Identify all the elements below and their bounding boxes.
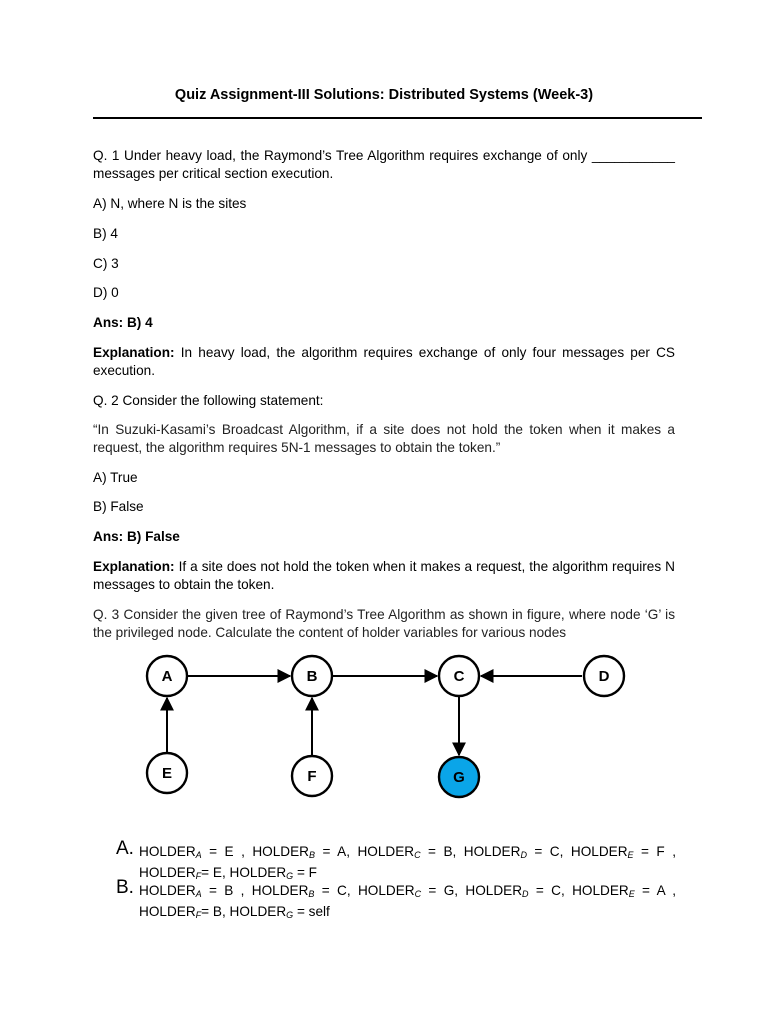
node-c-label: C	[453, 668, 465, 685]
q2-option-a: A) True	[93, 470, 138, 485]
node-a-label: A	[161, 668, 173, 685]
q1-explanation	[93, 344, 675, 380]
node-g-label: G	[453, 769, 465, 786]
node-e-label: E	[161, 765, 173, 782]
q1-explanation-text: In heavy load, the algorithm requires exchange of only four messages per CS execution.	[93, 345, 675, 378]
q3-option-b-letter: B.	[116, 877, 134, 898]
q2-explanation-label: Explanation:	[93, 559, 175, 574]
q1-answer: Ans: B) 4	[93, 315, 153, 330]
q2-explanation	[93, 558, 675, 594]
q1-option-c: C) 3	[93, 256, 119, 271]
node-d-label: D	[598, 668, 610, 685]
q3-option-b-text: $HOLDER_A = B$ , $HOLDER_B = C$, $HOLDER_C = G$, $HOLDER_D = C$, $HOLDER_E = A$ , $HOLDER_F= B$, $HOLDER_G$ = self	[139, 883, 676, 920]
q1-option-b: B) 4	[93, 226, 118, 241]
title-divider	[93, 117, 702, 119]
q1-question: Q. 1 Under heavy load, the Raymond’s Tree Algorithm requires exchange of only ___________ messages per critical section execution.	[93, 148, 675, 181]
node-f-label: F	[307, 768, 317, 785]
q3-option-a-text: $HOLDER_A = E$ , $HOLDER_B = A$, $HOLDER_C = B$, $HOLDER_D = C$, $HOLDER_E = F$ , $HOLDER_F= E$, $HOLDER_G = F$	[139, 844, 676, 881]
q1-explanation-label: Explanation:	[93, 345, 175, 360]
q2-option-b: B) False	[93, 499, 144, 514]
page-title: Quiz Assignment-III Solutions: Distributed Systems (Week-3)	[174, 87, 594, 103]
q3-option-a-letter: A.	[116, 838, 134, 859]
q1-option-a: A) N, where N is the sites	[93, 196, 247, 211]
q2-answer: Ans: B) False	[93, 529, 180, 544]
q2-question: Q. 2 Consider the following statement:	[93, 393, 324, 408]
q3-question: Q. 3 Consider the given tree of Raymond’s Tree Algorithm as shown in figure, where node ‘G’ is the privileged node. Calculate the content of holder variables for various nodes	[93, 607, 675, 640]
q2-explanation-text: If a site does not hold the token when it makes a request, the algorithm requires N messages to obtain the token.	[93, 559, 675, 592]
node-b-label: B	[306, 668, 318, 685]
raymond-tree-diagram	[0, 640, 768, 805]
q1-option-d: D) 0	[93, 285, 119, 300]
q2-statement: “In Suzuki-Kasami’s Broadcast Algorithm, if a site does not hold the token when it makes a request, the algorithm requires 5N-1 messages to obtain the token.”	[93, 422, 675, 455]
